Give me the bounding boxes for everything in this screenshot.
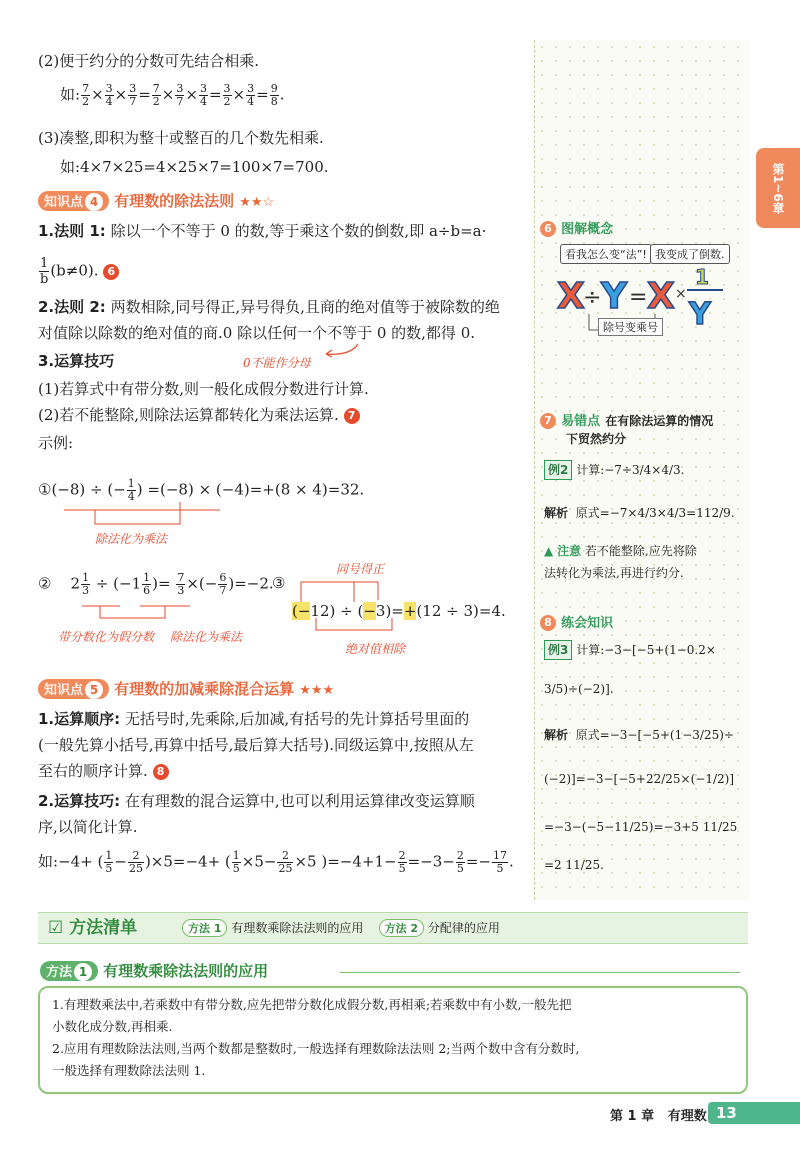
line-3: (3)凑整,即积为整十或整百的几个数先相乘. bbox=[38, 129, 324, 147]
concept-caption: 除号变乘号 bbox=[598, 318, 663, 336]
footer-chapter-name: 有理数 bbox=[667, 1109, 707, 1124]
footer-chapter: 第 1 章 bbox=[610, 1109, 655, 1124]
method-1-title: 有理数乘除法法则的应用 bbox=[103, 962, 269, 980]
method-1-header bbox=[40, 960, 268, 981]
method-1-tag[interactable]: 方法 1 bbox=[182, 919, 227, 937]
example-2-note-2: 除法化为乘法 bbox=[170, 630, 243, 644]
methods-list bbox=[182, 919, 500, 937]
method-2-text: 分配律的应用 bbox=[427, 921, 500, 935]
skill: 2.运算技巧: 在有理数的混合运算中,也可以利用运算律改变运算顺 bbox=[38, 792, 475, 810]
side-example-3-cont: 3/5)÷(−2)]. bbox=[544, 682, 614, 696]
svg-text:1: 1 bbox=[695, 265, 709, 289]
side-example-3-sol-1: 解析 原式=−3−[−5+(1−3/25)÷ bbox=[544, 728, 734, 742]
bubble-1: 看我怎么变“法”! bbox=[560, 244, 652, 264]
attention-cont: 法转化为乘法,再进行约分. bbox=[544, 566, 684, 580]
example-2-note-1: 带分数化为假分数 bbox=[58, 630, 155, 644]
rule-1-cont: $\frac{1}{b}$ (b≠0). 6 bbox=[38, 256, 119, 287]
example-2: ② 2 $\frac{1}{3}$ ÷ (−1 $\frac{1}{6}$ )= $\frac{7}{3}$ ×(− $\frac{6}{7}$ )=−2. bbox=[38, 571, 274, 597]
footer bbox=[610, 1105, 707, 1124]
check-icon: ☑ bbox=[48, 918, 64, 938]
ref-7[interactable]: 7 bbox=[344, 408, 360, 424]
note-zero-denominator: 0不能作分母 bbox=[243, 356, 311, 370]
kp5-badge: 知识点 5 bbox=[38, 679, 109, 699]
error-header: 7 易错点 在有除法运算的情况 bbox=[540, 410, 713, 430]
side-example-3: 例3 计算:−3−[−5+(1−0.2× bbox=[544, 640, 716, 660]
bubble-2: 我变成了倒数. bbox=[650, 244, 730, 264]
kp5-stars: ★★★ bbox=[299, 683, 335, 698]
side-example-3-sol-3: =−3−(−5−11/25)=−3+5 11/25 bbox=[544, 820, 738, 834]
example-2-bracket bbox=[80, 598, 270, 628]
line-2: (2)便于约分的分数可先结合相乘. bbox=[38, 52, 260, 70]
method-1-text: 有理数乘除法法则的应用 bbox=[231, 921, 364, 935]
example-3-note-bottom: 绝对值相除 bbox=[345, 642, 406, 656]
svg-text:X: X bbox=[647, 276, 675, 317]
kp5-header bbox=[38, 678, 334, 699]
skills-label: 3.运算技巧 bbox=[38, 352, 115, 370]
svg-text:Y: Y bbox=[689, 297, 711, 332]
order-cont-2: 至右的顺序计算. 8 bbox=[38, 760, 169, 782]
svg-text:Y: Y bbox=[601, 276, 628, 317]
method-1-text: 1.有理数乘法中,若乘数中有带分数,应先把带分数化成假分数,再相乘;若乘数中有小数,一般先把 小数化成分数,再相乘. 2.应用有理数除法法则,当两个数都是整数时,一般选择有理数除法法则 2;当两个数中含有分数时, 一般选择有理数除法法则 1. bbox=[52, 997, 580, 1078]
kp4-header bbox=[38, 190, 274, 211]
concept-header: 6 图解概念 bbox=[540, 218, 613, 237]
side-example-3-sol-4: =2 11/25. bbox=[544, 858, 604, 872]
side-example-2-solution: 解析 原式=−7×4/3×4/3=112/9. bbox=[544, 506, 735, 520]
note-arrow bbox=[320, 342, 360, 362]
example-3-num: ③ bbox=[272, 574, 286, 592]
example-3-note-top: 同号得正 bbox=[336, 562, 385, 576]
svg-text:=: = bbox=[629, 285, 648, 310]
rule-2: 2.法则 2: 两数相除,同号得正,异号得负,且商的绝对值等于被除数的绝 bbox=[38, 298, 500, 316]
method-2-tag[interactable]: 方法 2 bbox=[379, 919, 424, 937]
chapter-tab[interactable]: 第1~6章 bbox=[756, 148, 800, 228]
example-1-note: 除法化为乘法 bbox=[95, 532, 168, 546]
example-1: ①(−8) ÷ (− $\frac{1}{4}$ ) =(−8) × (−4)=+(8 × 4)=32. bbox=[38, 477, 365, 503]
practice-header: 8 练会知识 bbox=[540, 612, 613, 631]
page-number: 13 bbox=[708, 1102, 800, 1124]
example-3: (−12) ÷ (−3)=+(12 ÷ 3)=4. bbox=[292, 602, 506, 620]
error-cont: 下贸然约分 bbox=[566, 432, 627, 446]
method-1-badge: 方法 1 bbox=[40, 961, 98, 981]
svg-text:×: × bbox=[675, 286, 687, 302]
example-eq-fractions: 如: $\frac{7}{2}$ × $\frac{3}{4}$ × $\frac{3}{7}$ = $\frac{7}{2}$ × $\frac{3}{7}$ × $\frac{3}{4}$ = $\frac{3}{2}$ × $\frac{3}{4}$ = $\frac{9}{8}$ . bbox=[60, 82, 285, 108]
svg-text:÷: ÷ bbox=[583, 285, 602, 310]
method-1-rule bbox=[340, 972, 740, 973]
example-1-bracket bbox=[60, 500, 260, 532]
svg-text:X: X bbox=[557, 276, 585, 317]
example-label: 示例: bbox=[38, 434, 74, 452]
attention: ▲ 注意 若不能整除,应先将除 bbox=[544, 544, 697, 558]
order-cont: (一般先算小括号,再算中括号,最后算大括号).同级运算中,按照从左 bbox=[38, 736, 474, 754]
kp5-title: 有理数的加减乘除混合运算 bbox=[114, 680, 295, 698]
kp4-stars: ★★☆ bbox=[239, 195, 275, 210]
line-4: 如:4×7×25=4×25×7=100×7=700. bbox=[60, 158, 329, 176]
skill-cont: 序,以简化计算. bbox=[38, 818, 138, 836]
ref-8[interactable]: 8 bbox=[153, 764, 169, 780]
ref-6[interactable]: 6 bbox=[103, 264, 119, 280]
kp4-badge: 知识点 4 bbox=[38, 191, 109, 211]
rule-2-cont: 对值除以除数的绝对值的商.0 除以任何一个不等于 0 的数,都得 0. bbox=[38, 324, 476, 342]
rule-1: 1.法则 1: 除以一个不等于 0 的数,等于乘这个数的倒数,即 a÷b=a· bbox=[38, 222, 487, 240]
skill-2: (2)若不能整除,则除法运算都转化为乘法运算. 7 bbox=[38, 404, 360, 426]
side-example-2: 例2 计算:−7÷3/4×4/3. bbox=[544, 460, 684, 480]
side-example-3-sol-2: (−2)]=−3−[−5+22/25×(−1/2)] bbox=[544, 772, 735, 786]
kp4-title: 有理数的除法法则 bbox=[114, 192, 235, 210]
order: 1.运算顺序: 无括号时,先乘除,后加减,有括号的先计算括号里面的 bbox=[38, 710, 470, 728]
methods-title: ☑ 方法清单 bbox=[48, 918, 138, 938]
last-equation: 如:−4+ ( $\frac{1}{5}$ − $\frac{2}{25}$ )×5=−4+ ( $\frac{1}{5}$ ×5− $\frac{2}{25}$ ×5 )=−4+1− $\frac{2}{5}$ =−3− $\frac{2}{5}$ =− $\frac{17}{5}$ . bbox=[38, 849, 514, 875]
eq-prefix: 如: bbox=[60, 85, 81, 104]
skill-1: (1)若算式中有带分数,则一般化成假分数进行计算. bbox=[38, 380, 369, 398]
